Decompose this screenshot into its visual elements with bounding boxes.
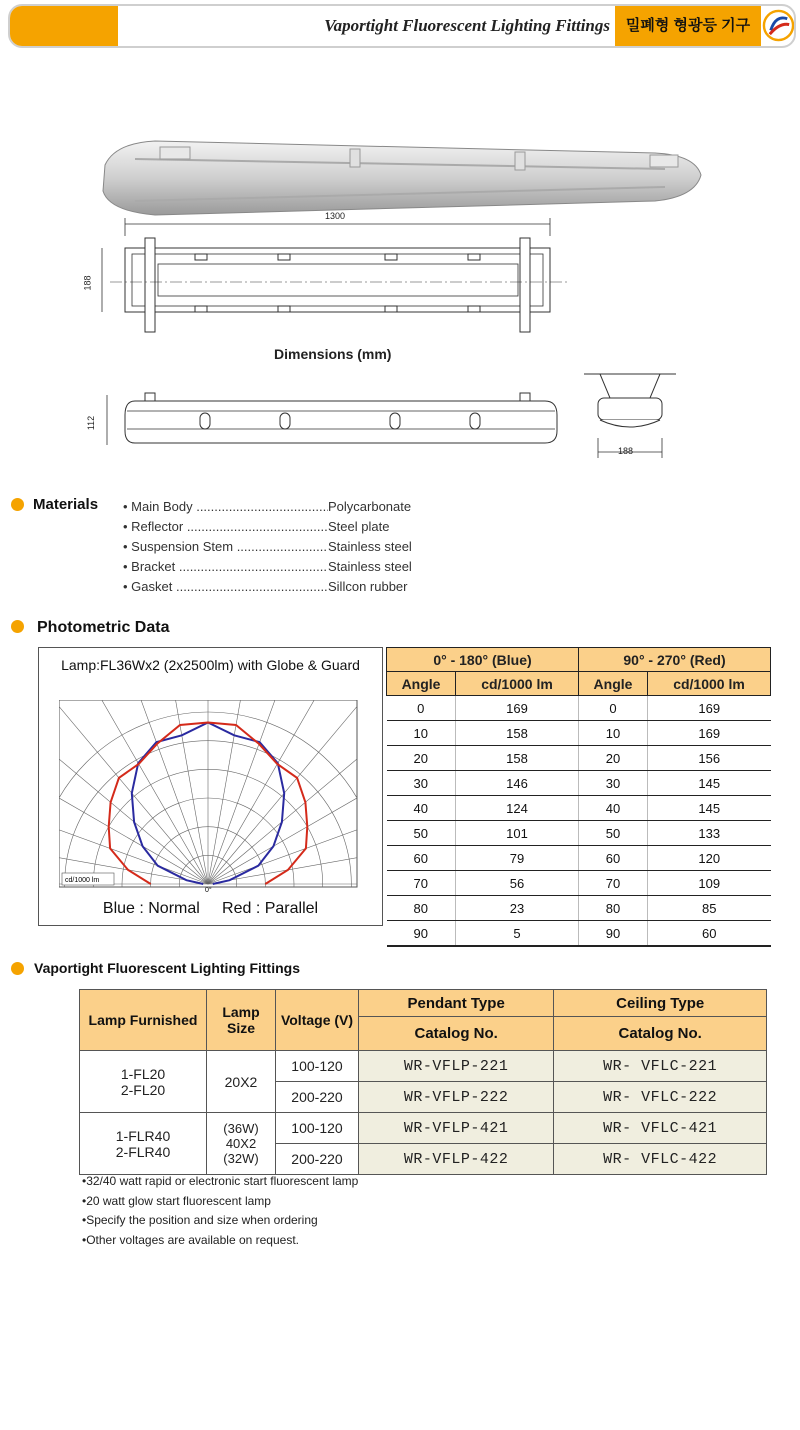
voltage-cell: 100-120 <box>276 1113 359 1144</box>
table-row <box>387 871 771 896</box>
lamp-size-cell: (36W) 40X2 (32W) <box>207 1113 276 1175</box>
table-row <box>387 771 771 796</box>
column-header: Angle <box>387 672 456 696</box>
intensity-cell: 120 <box>648 846 771 871</box>
length-dimension: 1300 <box>325 211 346 221</box>
table-row <box>387 796 771 821</box>
angle-cell: 70 <box>578 871 647 896</box>
catalog-notes <box>82 1172 358 1250</box>
intensity-cell: 146 <box>456 771 579 796</box>
header-accent-block <box>10 6 118 46</box>
pendant-type-header: Pendant Type <box>359 990 554 1017</box>
intensity-cell: 79 <box>456 846 579 871</box>
intensity-cell: 5 <box>456 921 579 947</box>
ceiling-catalog-cell: WR- VFLC-221 <box>554 1051 767 1082</box>
page-title: Vaportight Fluorescent Lighting Fittings <box>324 16 610 35</box>
red-group-header: 90° - 270° (Red) <box>578 648 770 672</box>
material-item: • Reflector ..... Steel plate <box>123 517 412 537</box>
dimensions-caption: Dimensions (mm) <box>274 346 392 362</box>
catalog-title: Vaportight Fluorescent Lighting Fittings <box>34 960 300 976</box>
korean-title: 밀폐형 형광등 기구 <box>615 6 761 46</box>
table-row <box>387 696 771 721</box>
height-dimension: 112 <box>86 415 97 431</box>
ceiling-catalog-header: Catalog No. <box>554 1017 767 1051</box>
note-item: • 32/40 watt rapid or electronic start fluorescent lamp <box>82 1172 358 1192</box>
intensity-cell: 133 <box>648 821 771 846</box>
section-bullet-icon <box>11 962 24 975</box>
side-view-drawing <box>95 385 575 455</box>
pendant-catalog-cell: WR-VFLP-422 <box>359 1144 554 1175</box>
angle-cell: 20 <box>578 746 647 771</box>
table-row <box>387 896 771 921</box>
ceiling-type-header: Ceiling Type <box>554 990 767 1017</box>
section-bullet-icon <box>11 620 24 633</box>
ceiling-catalog-cell: WR- VFLC-422 <box>554 1144 767 1175</box>
angle-cell: 40 <box>387 796 456 821</box>
voltage-header: Voltage (V) <box>276 990 359 1051</box>
material-item: • Suspension Stem ..... Stainless steel <box>123 537 412 557</box>
angle-cell: 0 <box>387 696 456 721</box>
table-row <box>387 721 771 746</box>
intensity-cell: 85 <box>648 896 771 921</box>
angle-cell: 50 <box>578 821 647 846</box>
angle-cell: 90 <box>578 921 647 947</box>
top-view-drawing <box>90 210 590 340</box>
intensity-cell: 101 <box>456 821 579 846</box>
intensity-cell: 60 <box>648 921 771 947</box>
intensity-cell: 169 <box>456 696 579 721</box>
intensity-cell: 124 <box>456 796 579 821</box>
catalog-table <box>79 989 767 1175</box>
voltage-cell: 200-220 <box>276 1144 359 1175</box>
polar-chart-panel <box>38 647 383 926</box>
width-dimension: 188 <box>82 275 93 291</box>
note-item: • Other voltages are available on request. <box>82 1231 358 1251</box>
intensity-cell: 169 <box>648 696 771 721</box>
material-item: • Bracket ..... Stainless steel <box>123 557 412 577</box>
section-bullet-icon <box>11 498 24 511</box>
material-item: • Main Body ..... Polycarbonate <box>123 497 412 517</box>
column-header: cd/1000 lm <box>648 672 771 696</box>
table-row <box>387 846 771 871</box>
voltage-cell: 200-220 <box>276 1082 359 1113</box>
polar-legend: Blue : Normal Red : Parallel <box>102 900 319 917</box>
intensity-cell: 158 <box>456 721 579 746</box>
ceiling-catalog-cell: WR- VFLC-421 <box>554 1113 767 1144</box>
product-photo <box>95 135 705 220</box>
angle-cell: 30 <box>387 771 456 796</box>
lamp-size-header: Lamp Size <box>207 990 276 1051</box>
intensity-cell: 56 <box>456 871 579 896</box>
angle-cell: 90 <box>387 921 456 947</box>
table-row <box>80 1113 767 1144</box>
table-row <box>80 1051 767 1082</box>
photometric-table <box>386 647 771 947</box>
intensity-cell: 158 <box>456 746 579 771</box>
side-width-dimension: 188 <box>618 446 634 456</box>
header-banner <box>8 4 796 48</box>
angle-cell: 30 <box>578 771 647 796</box>
polar-chart <box>59 700 359 892</box>
pendant-catalog-header: Catalog No. <box>359 1017 554 1051</box>
angle-cell: 10 <box>387 721 456 746</box>
angle-cell: 60 <box>578 846 647 871</box>
pendant-catalog-cell: WR-VFLP-421 <box>359 1113 554 1144</box>
material-item: • Gasket ..... Sillcon rubber <box>123 577 412 597</box>
angle-cell: 0 <box>578 696 647 721</box>
table-row <box>387 746 771 771</box>
lamp-furnished-cell: 1-FL20 2-FL20 <box>80 1051 207 1113</box>
voltage-cell: 100-120 <box>276 1051 359 1082</box>
table-row <box>387 921 771 947</box>
angle-cell: 60 <box>387 846 456 871</box>
column-header: Angle <box>578 672 647 696</box>
angle-cell: 20 <box>387 746 456 771</box>
materials-title: Materials <box>33 496 99 513</box>
intensity-cell: 145 <box>648 796 771 821</box>
intensity-cell: 156 <box>648 746 771 771</box>
angle-cell: 80 <box>387 896 456 921</box>
angle-cell: 50 <box>387 821 456 846</box>
ceiling-catalog-cell: WR- VFLC-222 <box>554 1082 767 1113</box>
lamp-furnished-cell: 1-FLR40 2-FLR40 <box>80 1113 207 1175</box>
angle-cell: 40 <box>578 796 647 821</box>
blue-group-header: 0° - 180° (Blue) <box>387 648 579 672</box>
table-row <box>387 821 771 846</box>
note-item: • 20 watt glow start fluorescent lamp <box>82 1192 358 1212</box>
pendant-catalog-cell: WR-VFLP-222 <box>359 1082 554 1113</box>
company-logo-icon <box>762 9 795 42</box>
pendant-catalog-cell: WR-VFLP-221 <box>359 1051 554 1082</box>
column-header: cd/1000 lm <box>456 672 579 696</box>
note-item: • Specify the position and size when ordering <box>82 1211 358 1231</box>
intensity-cell: 23 <box>456 896 579 921</box>
intensity-cell: 145 <box>648 771 771 796</box>
intensity-cell: 109 <box>648 871 771 896</box>
polar-zero-label: 0° <box>205 887 212 892</box>
lamp-size-cell: 20X2 <box>207 1051 276 1113</box>
intensity-cell: 169 <box>648 721 771 746</box>
polar-unit-label: cd/1000 lm <box>65 877 100 884</box>
photometric-title: Photometric Data <box>37 619 170 636</box>
angle-cell: 80 <box>578 896 647 921</box>
materials-list <box>123 497 412 597</box>
lamp-caption: Lamp:FL36Wx2 (2x2500lm) with Globe & Guard <box>61 657 360 673</box>
angle-cell: 70 <box>387 871 456 896</box>
lamp-furnished-header: Lamp Furnished <box>80 990 207 1051</box>
angle-cell: 10 <box>578 721 647 746</box>
